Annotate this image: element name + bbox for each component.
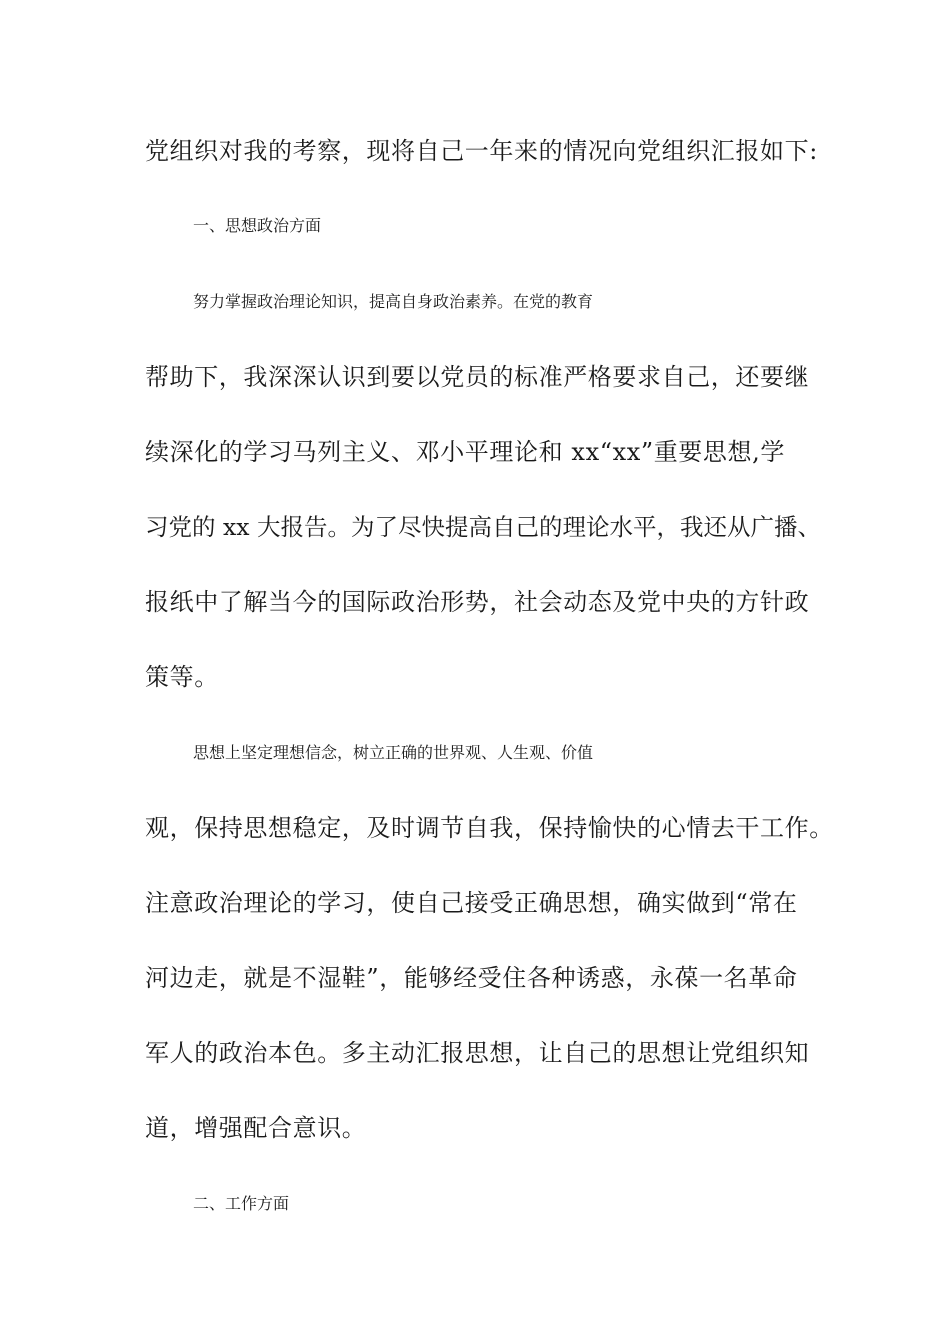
paragraph-line: 习党的 xx 大报告。为了尽快提高自己的理论水平，我还从广播、 [145, 513, 821, 541]
paragraph-line: 道，增强配合意识。 [145, 1114, 367, 1142]
paragraph-line: 注意政治理论的学习，使自己接受正确思想，确实做到“常在 [145, 889, 798, 917]
paragraph-line: 河边走，就是不湿鞋”，能够经受住各种诱惑，永葆一名革命 [145, 964, 798, 992]
paragraph-line: 思想上坚定理想信念，树立正确的世界观、人生观、价值 [193, 743, 594, 762]
paragraph-line: 续深化的学习马列主义、邓小平理论和 xx“xx”重要思想,学 [145, 438, 785, 466]
section-heading: 二、工作方面 [193, 1194, 290, 1213]
section-heading: 一、思想政治方面 [193, 216, 322, 235]
paragraph-line: 党组织对我的考察，现将自己一年来的情况向党组织汇报如下: [145, 137, 818, 165]
paragraph-line: 军人的政治本色。多主动汇报思想，让自己的思想让党组织知 [145, 1039, 810, 1067]
paragraph-line: 报纸中了解当今的国际政治形势，社会动态及党中央的方针政 [145, 588, 810, 616]
paragraph-line: 努力掌握政治理论知识，提高自身政治素养。在党的教育 [193, 292, 594, 311]
paragraph-line: 策等。 [145, 663, 219, 691]
paragraph-line: 帮助下，我深深认识到要以党员的标准严格要求自己，还要继 [145, 363, 810, 391]
paragraph-line: 观，保持思想稳定，及时调节自我，保持愉快的心情去干工作。 [145, 814, 834, 842]
